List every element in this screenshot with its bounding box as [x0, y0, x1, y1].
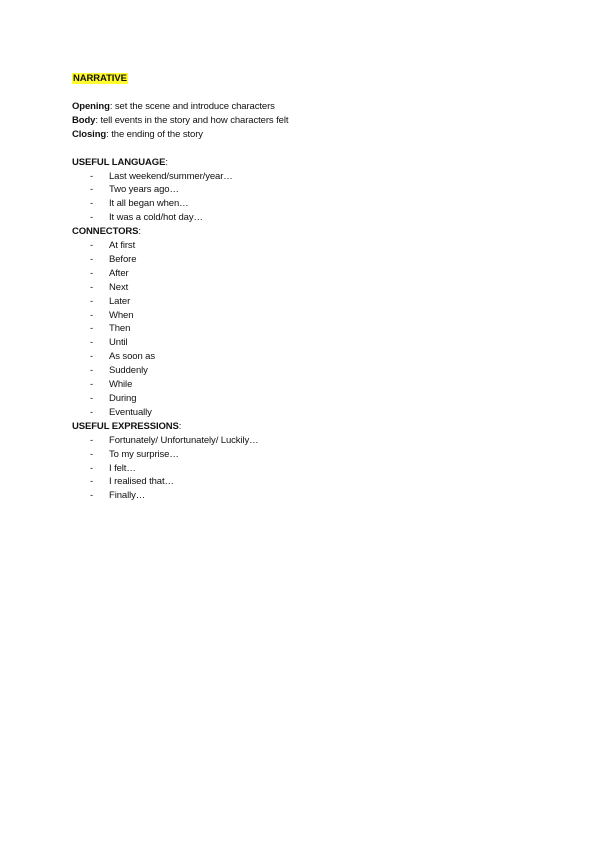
list-item [72, 489, 288, 503]
structure-opening [72, 100, 288, 114]
list-item-text: Finally… [109, 490, 146, 502]
connectors-list [72, 239, 288, 420]
dash-bullet: - [90, 393, 94, 405]
list-item-text: It all began when… [109, 198, 189, 210]
dash-bullet: - [90, 406, 94, 418]
dash-bullet: - [90, 448, 94, 460]
list-item [72, 462, 288, 476]
dash-bullet: - [90, 351, 94, 363]
dash-bullet: - [90, 267, 94, 279]
list-item [72, 253, 288, 267]
dash-bullet: - [90, 212, 94, 224]
list-item [72, 434, 288, 448]
list-item-text: Eventually [109, 406, 152, 418]
connectors-heading: CONNECTORS: [72, 226, 141, 238]
structure-term: Opening [72, 101, 110, 112]
list-item-text: At first [109, 240, 136, 252]
list-item [72, 392, 288, 406]
list-item [72, 211, 288, 225]
spacer [72, 142, 288, 156]
structure-text: : the ending of the story [106, 128, 203, 140]
list-item [72, 309, 288, 323]
dash-bullet: - [90, 253, 94, 265]
dash-bullet: - [90, 337, 94, 349]
list-item [72, 475, 288, 489]
list-item-text: Later [109, 295, 131, 307]
list-item-text: Fortunately/ Unfortunately/ Luckily… [109, 434, 259, 446]
structure-text: : set the scene and introduce characters [109, 101, 275, 112]
list-item-text: Until [109, 337, 128, 349]
list-item [72, 281, 288, 295]
list-item-text: It was a cold/hot day… [109, 212, 203, 224]
useful-expressions-heading: USEFUL EXPRESSIONS: [72, 420, 182, 432]
list-item-text: I realised that… [109, 476, 174, 488]
list-item [72, 295, 288, 309]
dash-bullet: - [90, 379, 94, 391]
list-item-text: Two years ago… [109, 184, 179, 196]
list-item [72, 239, 288, 253]
structure-closing [72, 128, 288, 142]
dash-bullet: - [90, 434, 94, 446]
structure-text: : tell events in the story and how characters felt [95, 114, 289, 126]
dash-bullet: - [90, 295, 94, 307]
list-item-text: Next [109, 281, 129, 293]
list-item-text: As soon as [109, 351, 155, 363]
list-item [72, 267, 288, 281]
structure-term: Body [72, 114, 96, 126]
dash-bullet: - [90, 476, 94, 488]
dash-bullet: - [90, 281, 94, 293]
dash-bullet: - [90, 170, 94, 182]
structure-body [72, 114, 288, 128]
structure-section [72, 100, 288, 142]
list-item [72, 448, 288, 462]
dash-bullet: - [90, 240, 94, 252]
structure-term: Closing [72, 128, 107, 140]
list-item-text: Before [109, 253, 137, 265]
list-item [72, 183, 288, 197]
dash-bullet: - [90, 323, 94, 335]
list-item [72, 170, 288, 184]
dash-bullet: - [90, 184, 94, 196]
list-item [72, 336, 288, 350]
dash-bullet: - [90, 462, 94, 474]
list-item [72, 350, 288, 364]
dash-bullet: - [90, 490, 94, 502]
dash-bullet: - [90, 198, 94, 210]
page-title: NARRATIVE [73, 73, 127, 84]
list-item-text: While [109, 379, 133, 391]
useful-language-list [72, 170, 288, 226]
list-item-text: Then [109, 323, 131, 335]
list-item-text: Last weekend/summer/year… [109, 170, 233, 182]
list-item [72, 197, 288, 211]
title-line [72, 72, 288, 86]
list-item [72, 322, 288, 336]
list-item-text: To my surprise… [109, 448, 179, 460]
document-content [72, 72, 288, 503]
list-item [72, 364, 288, 378]
list-item-text: Suddenly [109, 365, 148, 377]
useful-language-heading: USEFUL LANGUAGE: [72, 156, 168, 168]
dash-bullet: - [90, 309, 94, 321]
list-item [72, 406, 288, 420]
dash-bullet: - [90, 365, 94, 377]
list-item-text: After [109, 267, 129, 279]
list-item-text: When [109, 309, 134, 321]
list-item [72, 378, 288, 392]
useful-expressions-list [72, 434, 288, 504]
list-item-text: I felt… [109, 462, 136, 474]
list-item-text: During [109, 393, 137, 405]
